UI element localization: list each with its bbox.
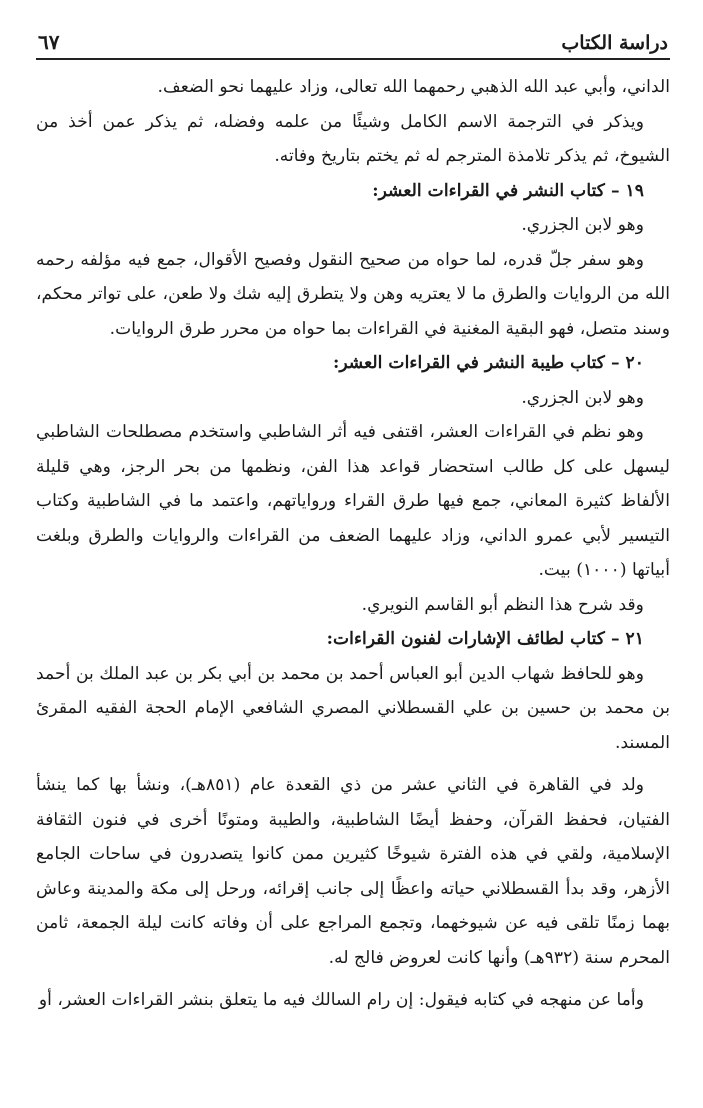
paragraph: وأما عن منهجه في كتابه فيقول: إن رام السالك فيه ما يتعلق بنشر القراءات العشر، أو — [38, 990, 644, 1010]
paragraph: وهو نظم في القراءات العشر، اقتفى فيه أثر الشاطبي واستخدم مصطلحات الشاطبي ليسهل على كل طالب استحضار قواعد هذا الفن، ونظمها من بحر الرجز، وهي قليلة الألفاظ كثيرة المعاني، جمع فيها طرق القراء ورواياتهم، واعتمد ما في الشاطبية وكتاب التيسير لأبي عمرو الداني، وزاد عليهما الضعف من القراءات والروايات والطرق وبلغت أبياتها (١٠٠٠) بيت. — [36, 422, 670, 580]
page-number: ٦٧ — [38, 30, 60, 54]
section-heading-21: ٢١ – كتاب لطائف الإشارات لفنون القراءات: — [326, 629, 644, 649]
section-heading-20: ٢٠ – كتاب طيبة النشر في القراءات العشر: — [332, 353, 644, 373]
paragraph-continuation: الداني، وأبي عبد الله الذهبي رحمهما الله تعالى، وزاد عليهما نحو الضعف. — [157, 77, 670, 97]
running-header — [36, 28, 670, 60]
paragraph: ويذكر في الترجمة الاسم الكامل وشيئًا من علمه وفضله، ثم يذكر عمن أخذ من الشيوخ، ثم يذكر تلامذة المترجم له ثم يختم بتاريخ وفاته. — [36, 111, 670, 166]
paragraph: وهو سفر جلّ قدره، لما حواه من صحيح النقول وفصيح الأقوال، جمع فيه مؤلفه رحمه الله من الروايات والطرق ما لا يعتريه وهن ولا يتطرق إليه شك ولا طعن، على تواتر محكم، وسند متصل، فهو البقية المغنية في القراءات بما حواه من محرر طرق الروايات. — [36, 249, 670, 339]
paragraph: وقد شرح هذا النظم أبو القاسم النويري. — [361, 594, 644, 615]
page-content — [36, 70, 670, 1018]
paragraph: وهو لابن الجزري. — [521, 215, 644, 235]
paragraph: وهو لابن الجزري. — [521, 387, 644, 408]
header-title: دراسة الكتاب — [561, 32, 668, 54]
section-heading-19: ١٩ – كتاب النشر في القراءات العشر: — [372, 180, 644, 201]
book-page — [36, 28, 670, 1088]
paragraph: ولد في القاهرة في الثاني عشر من ذي القعدة عام (٨٥١هـ)، ونشأ بها كما ينشأ الفتيان، فحفظ القرآن، وحفظ أيضًا الشاطبية، والطيبة ومتونًا أخرى في فنون الثقافة الإسلامية، ولقي في هذه الفترة شيوخًا كثيرين ممن كانوا يتصدرون في ساحات الجامع الأزهر، وقد بدأ القسطلاني حياته واعظًا إلى جانب إقرائه، ورحل إلى مكة والمدينة وعاش بهما زمنًا تلقى فيه عن شيوخهما، وتجمع المراجع على أن وفاته كانت ليلة الجمعة، ثامن المحرم سنة (٩٣٢هـ) وأنها كانت لعروض فالج له. — [36, 775, 670, 968]
paragraph: وهو للحافظ شهاب الدين أبو العباس أحمد بن محمد بن أبي بكر بن عبد الملك بن أحمد بن محمد بن حسين بن علي القسطلاني المصري الشافعي الإمام الحجة الفقيه المقرئ المسند. — [36, 663, 670, 753]
